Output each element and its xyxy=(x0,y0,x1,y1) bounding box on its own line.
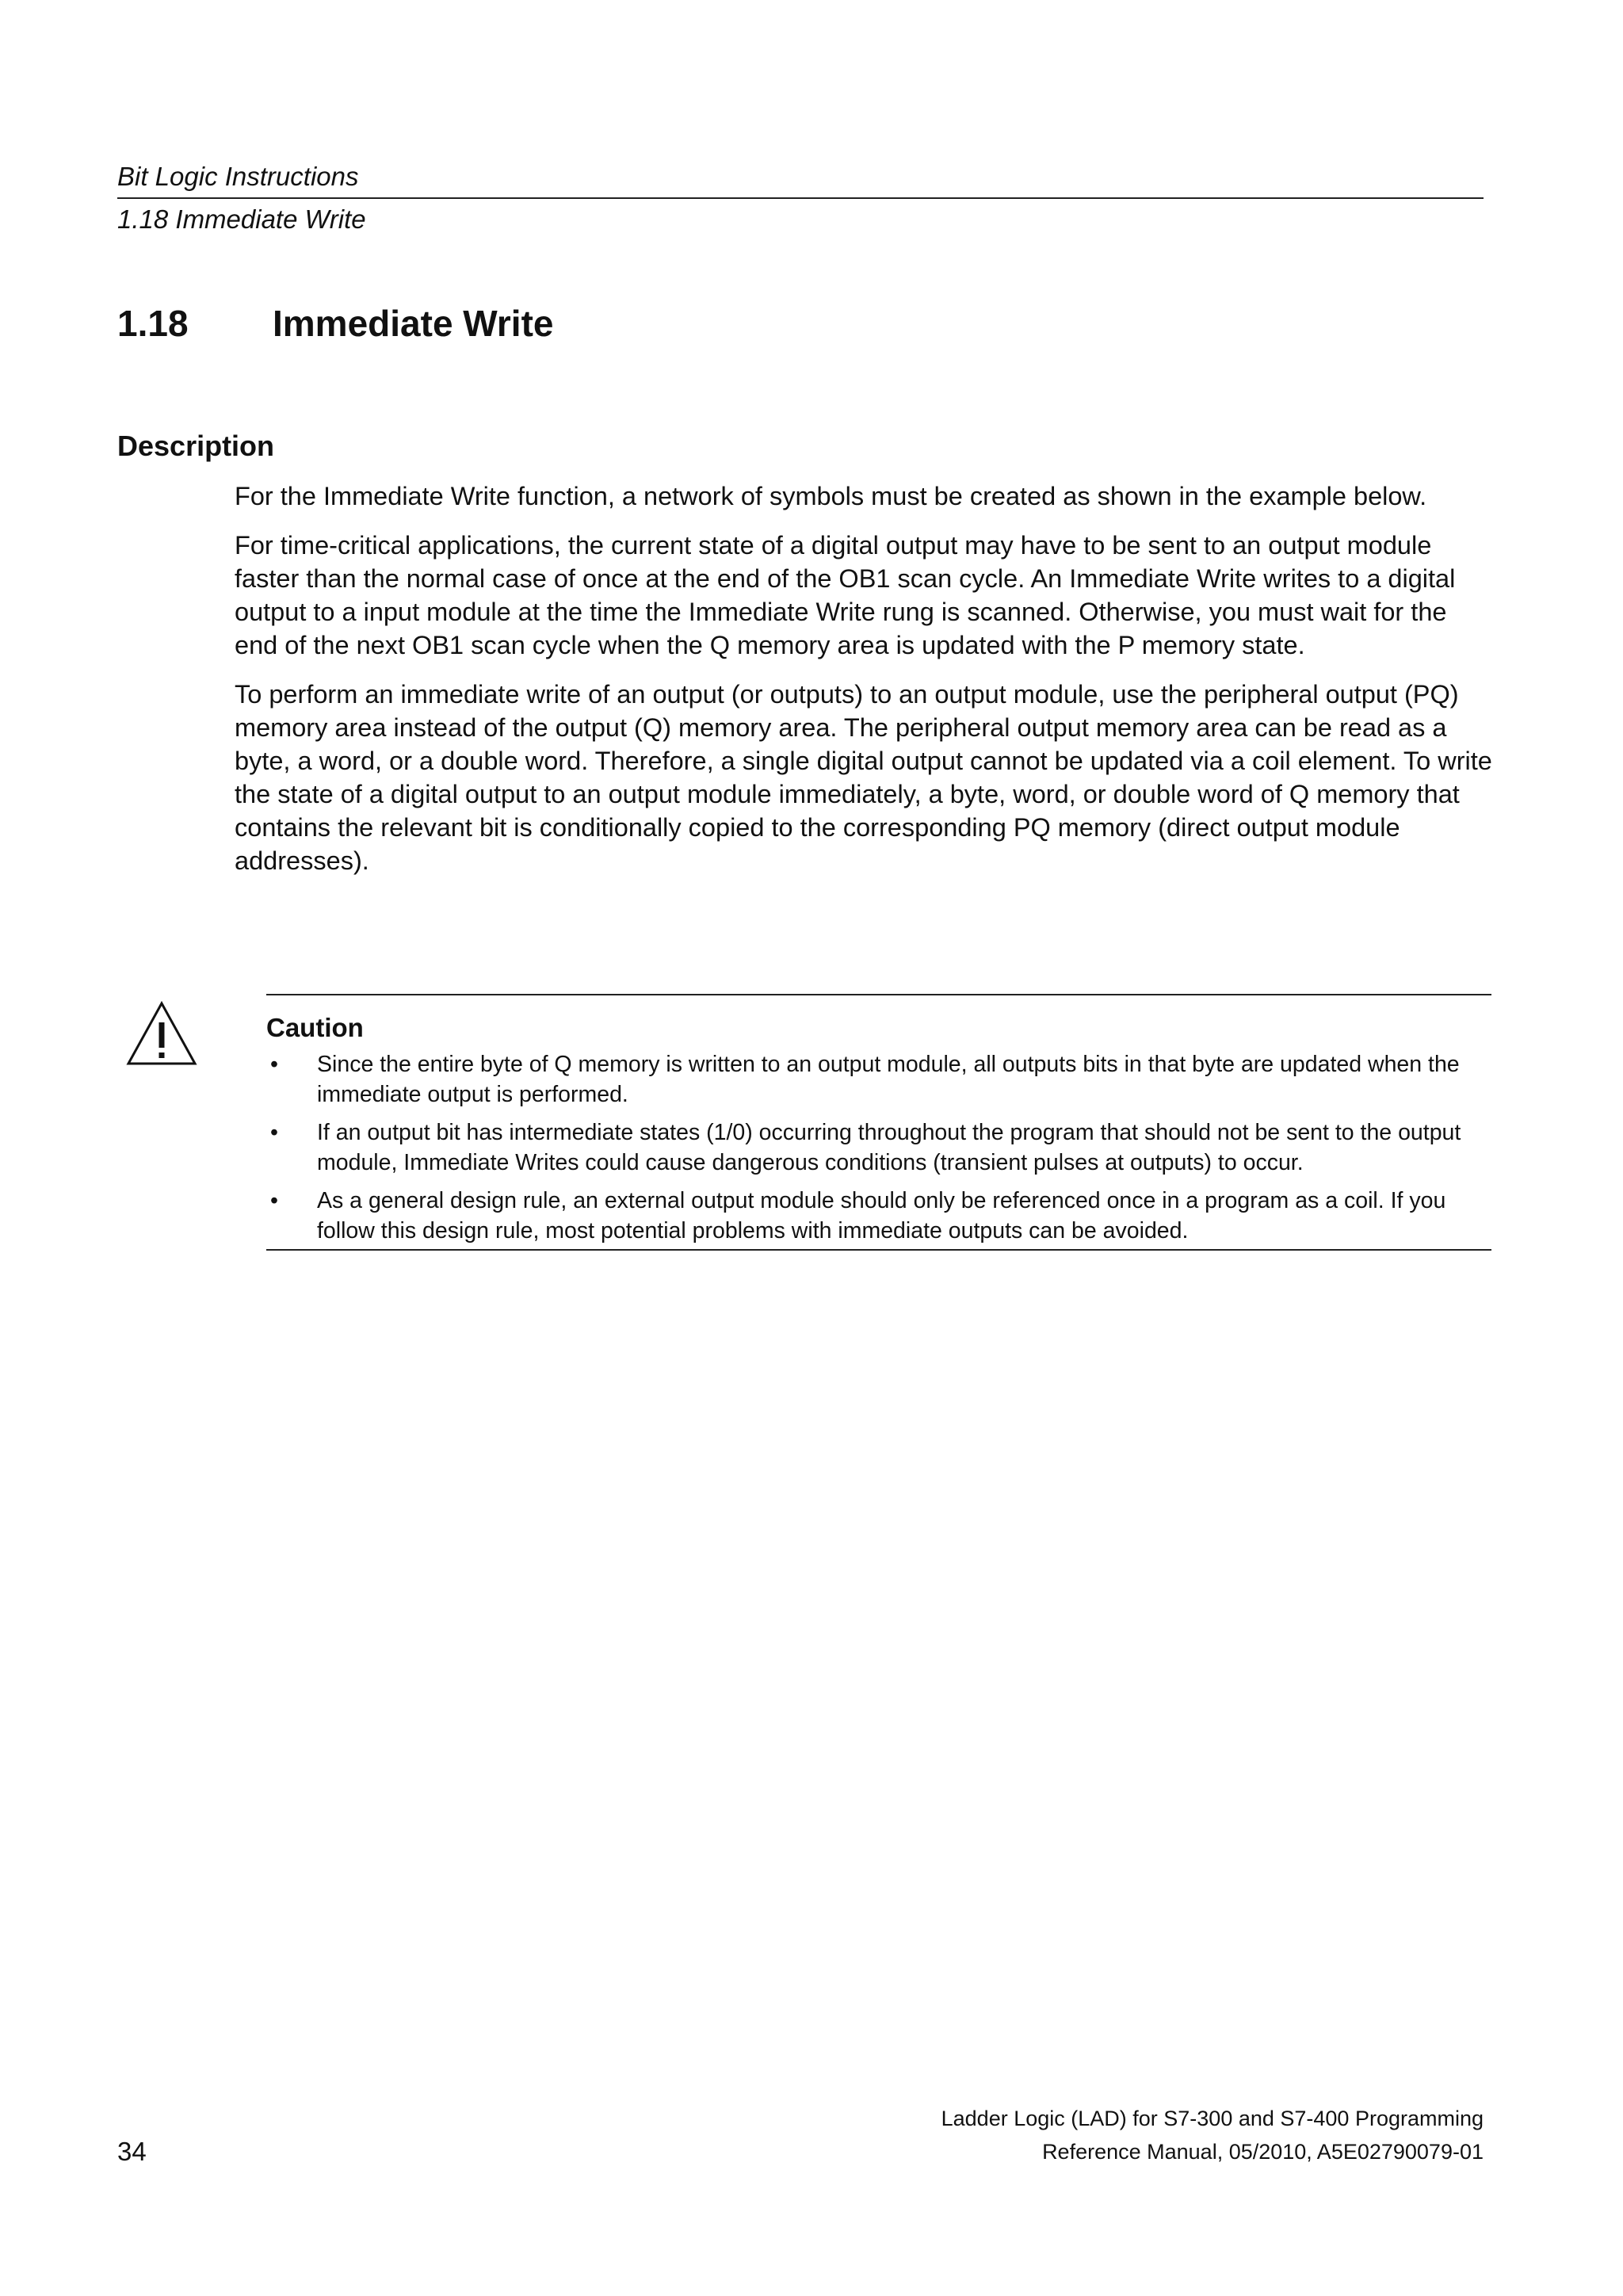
warning-triangle-icon xyxy=(125,1000,198,1067)
description-heading: Description xyxy=(117,430,275,462)
paragraph-2: For time-critical applications, the current state of a digital output may have to be sent to an output module faster than the normal case of once at the end of the OB1 scan cycle. An Immediate Write writes to a digital output to a input module at the time the Immediate Write rung is scanned. Otherwise, you must wait for the end of the next OB1 scan cycle when the Q memory area is updated with the P memory state. xyxy=(235,531,1456,659)
bullet: • xyxy=(270,1188,278,1213)
caution-title: Caution xyxy=(266,1013,364,1042)
caution-item-text: As a general design rule, an external output module should only be referenced once in a program as a coil. If you follow this design rule, most potential problems with immediate outputs can be avoided. xyxy=(317,1188,1446,1244)
section-title-text: Immediate Write xyxy=(273,303,554,344)
footer-manual-info: Reference Manual, 05/2010, A5E02790079-01 xyxy=(1042,2140,1484,2164)
caution-item-text: If an output bit has intermediate states (1/0) occurring throughout the program that should not be sent to the output module, Immediate Writes could cause dangerous conditions (transient pulses at outputs) to occur. xyxy=(317,1120,1461,1175)
footer-manual xyxy=(941,2102,1484,2168)
header-chapter: Bit Logic Instructions xyxy=(117,162,359,191)
caution-list xyxy=(266,1049,1491,1246)
description-body xyxy=(235,479,1495,893)
caution-item-text: Since the entire byte of Q memory is written to an output module, all outputs bits in that byte are updated when the immediate output is performed. xyxy=(317,1052,1460,1107)
section-title xyxy=(117,300,553,347)
caution-box xyxy=(266,994,1491,1251)
caution-item xyxy=(266,1049,1491,1110)
caution-item xyxy=(266,1186,1491,1246)
bullet: • xyxy=(270,1052,278,1077)
section-number: 1.18 xyxy=(117,303,189,344)
header-section: 1.18 Immediate Write xyxy=(117,204,366,234)
bullet: • xyxy=(270,1120,278,1145)
running-header xyxy=(117,161,1484,235)
footer-manual-title: Ladder Logic (LAD) for S7-300 and S7-400 Programming xyxy=(941,2107,1484,2130)
paragraph-1: For the Immediate Write function, a network of symbols must be created as shown in the example below. xyxy=(235,482,1427,510)
caution-item xyxy=(266,1117,1491,1178)
page-number: 34 xyxy=(117,2137,147,2166)
header-rule xyxy=(117,197,1484,199)
paragraph-3: To perform an immediate write of an output (or outputs) to an output module, use the peripheral output (PQ) memory area instead of the output (Q) memory area. The peripheral output memory area can be read as a byte, a word, or a double word. Therefore, a single digital output cannot be updated via a coil element. To write the state of a digital output to an output module immediately, a byte, word, or double word of Q memory that contains the relevant bit is conditionally copied to the corresponding PQ memory (direct output module addresses). xyxy=(235,680,1492,875)
